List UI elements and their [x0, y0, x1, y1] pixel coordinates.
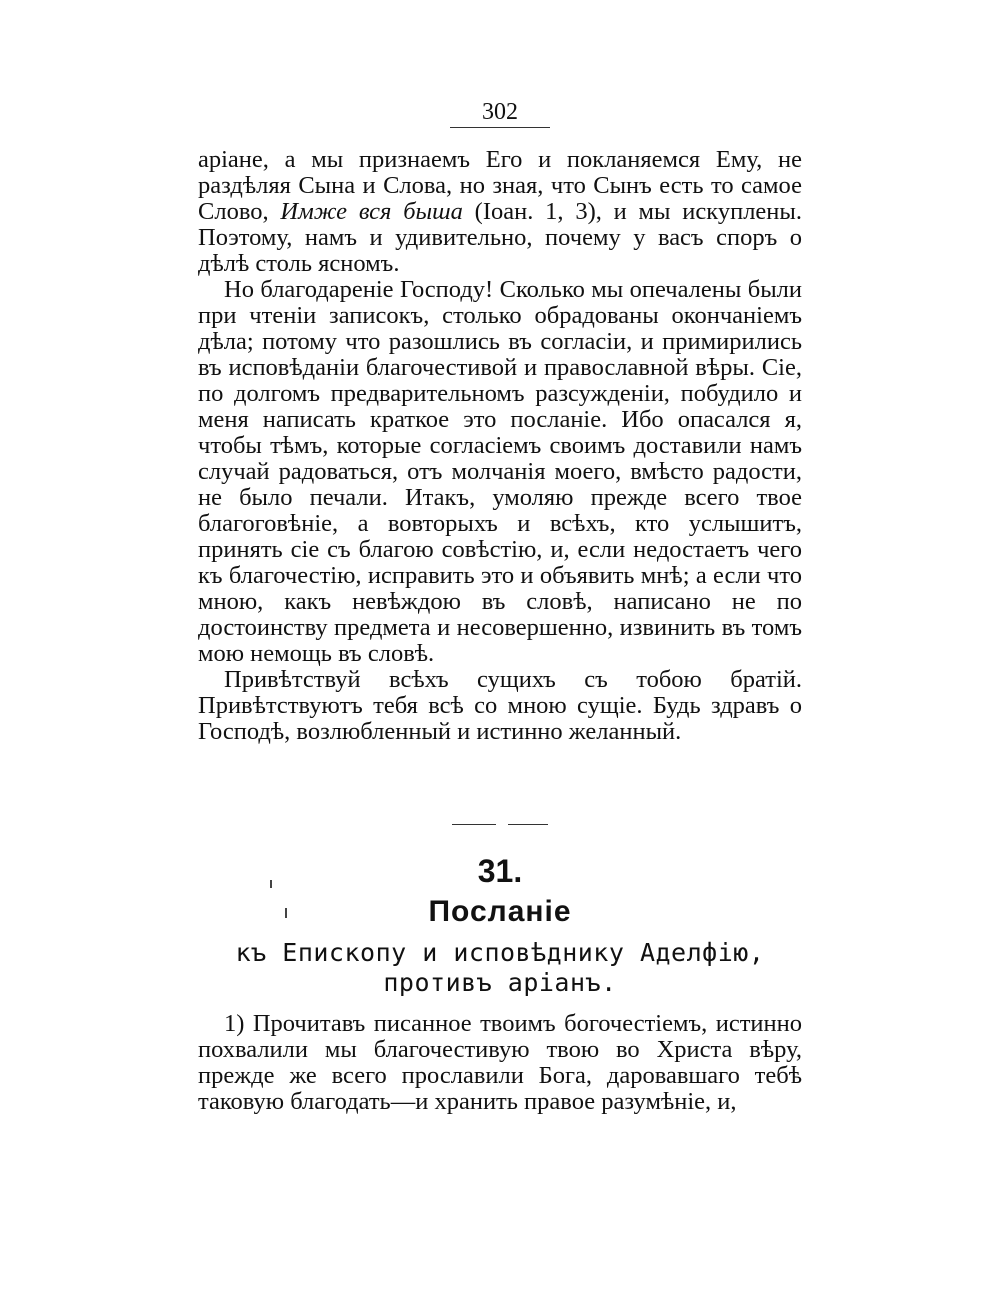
section-subtitle: къ Епископу и исповѣднику Аделфію, противъ аріанъ. — [235, 938, 765, 997]
text-block-top — [198, 147, 802, 745]
paragraph-1 — [198, 147, 802, 277]
page-number: 302 — [482, 99, 518, 125]
page-number-rule — [450, 127, 550, 128]
scripture-quote: Имже вся быша — [280, 198, 463, 225]
section-separator-left — [452, 824, 496, 825]
section-title: Посланіе — [428, 895, 572, 928]
section-number: 31. — [477, 853, 523, 889]
paragraph-1-before: аріане, а мы признаемъ Его и покланяемся Ему, не раздѣляя Сына и Слова, но зная, что Сынъ есть то самое Слово, — [198, 146, 802, 225]
margin-mark-2 — [285, 908, 287, 918]
paragraph-3: Привѣтствуй всѣхъ сущихъ съ тобою братій. Привѣтствуютъ тебя всѣ со мною сущіе. Будь здравъ о Господѣ, возлюбленный и истинно желанный. — [198, 666, 802, 745]
paragraph-1-after: (Іоан. 1, 3), и мы искуплены. Поэтому, намъ и удивительно, почему у васъ споръ о дѣлѣ столь ясномъ. — [198, 198, 803, 277]
margin-mark-1 — [270, 880, 272, 888]
paragraph-2: Но благодареніе Господу! Сколько мы опечалены были при чтеніи записокъ, столько обрадованы окончаніемъ дѣла; потому что разошлись въ согласіи, и примирились въ исповѣданіи благочестивой и православной вѣры. Сіе, по долгомъ предварительномъ разсужденіи, побудило и меня написать краткое это посланіе. Ибо опасался я, чтобы тѣмъ, которые согласіемъ своимъ доставили намъ случай радоваться, отъ молчанія моего, вмѣсто радости, не было печали. Итакъ, умоляю прежде всего твое благоговѣніе, а вовторыхъ и всѣхъ, кто услышитъ, принять сіе съ благою совѣстію, и, если недостаетъ чего къ благочестію, исправить это и объявить мнѣ; а если что мною, какъ невѣждою въ словѣ, написано не по достоинству предмета и несовершенно, извинить въ томъ мою немощь въ словѣ. — [198, 276, 802, 667]
paragraph-4: 1) Прочитавъ писанное твоимъ богочестіемъ, истинно похвалили мы благочестивую твою во Христа вѣру, прежде же всего прославили Бога, даровавшаго тебѣ таковую благодать—и хранить правое разумѣніе, и, — [198, 1010, 802, 1115]
section-separator-right — [508, 824, 548, 825]
text-block-bottom — [198, 1011, 802, 1115]
